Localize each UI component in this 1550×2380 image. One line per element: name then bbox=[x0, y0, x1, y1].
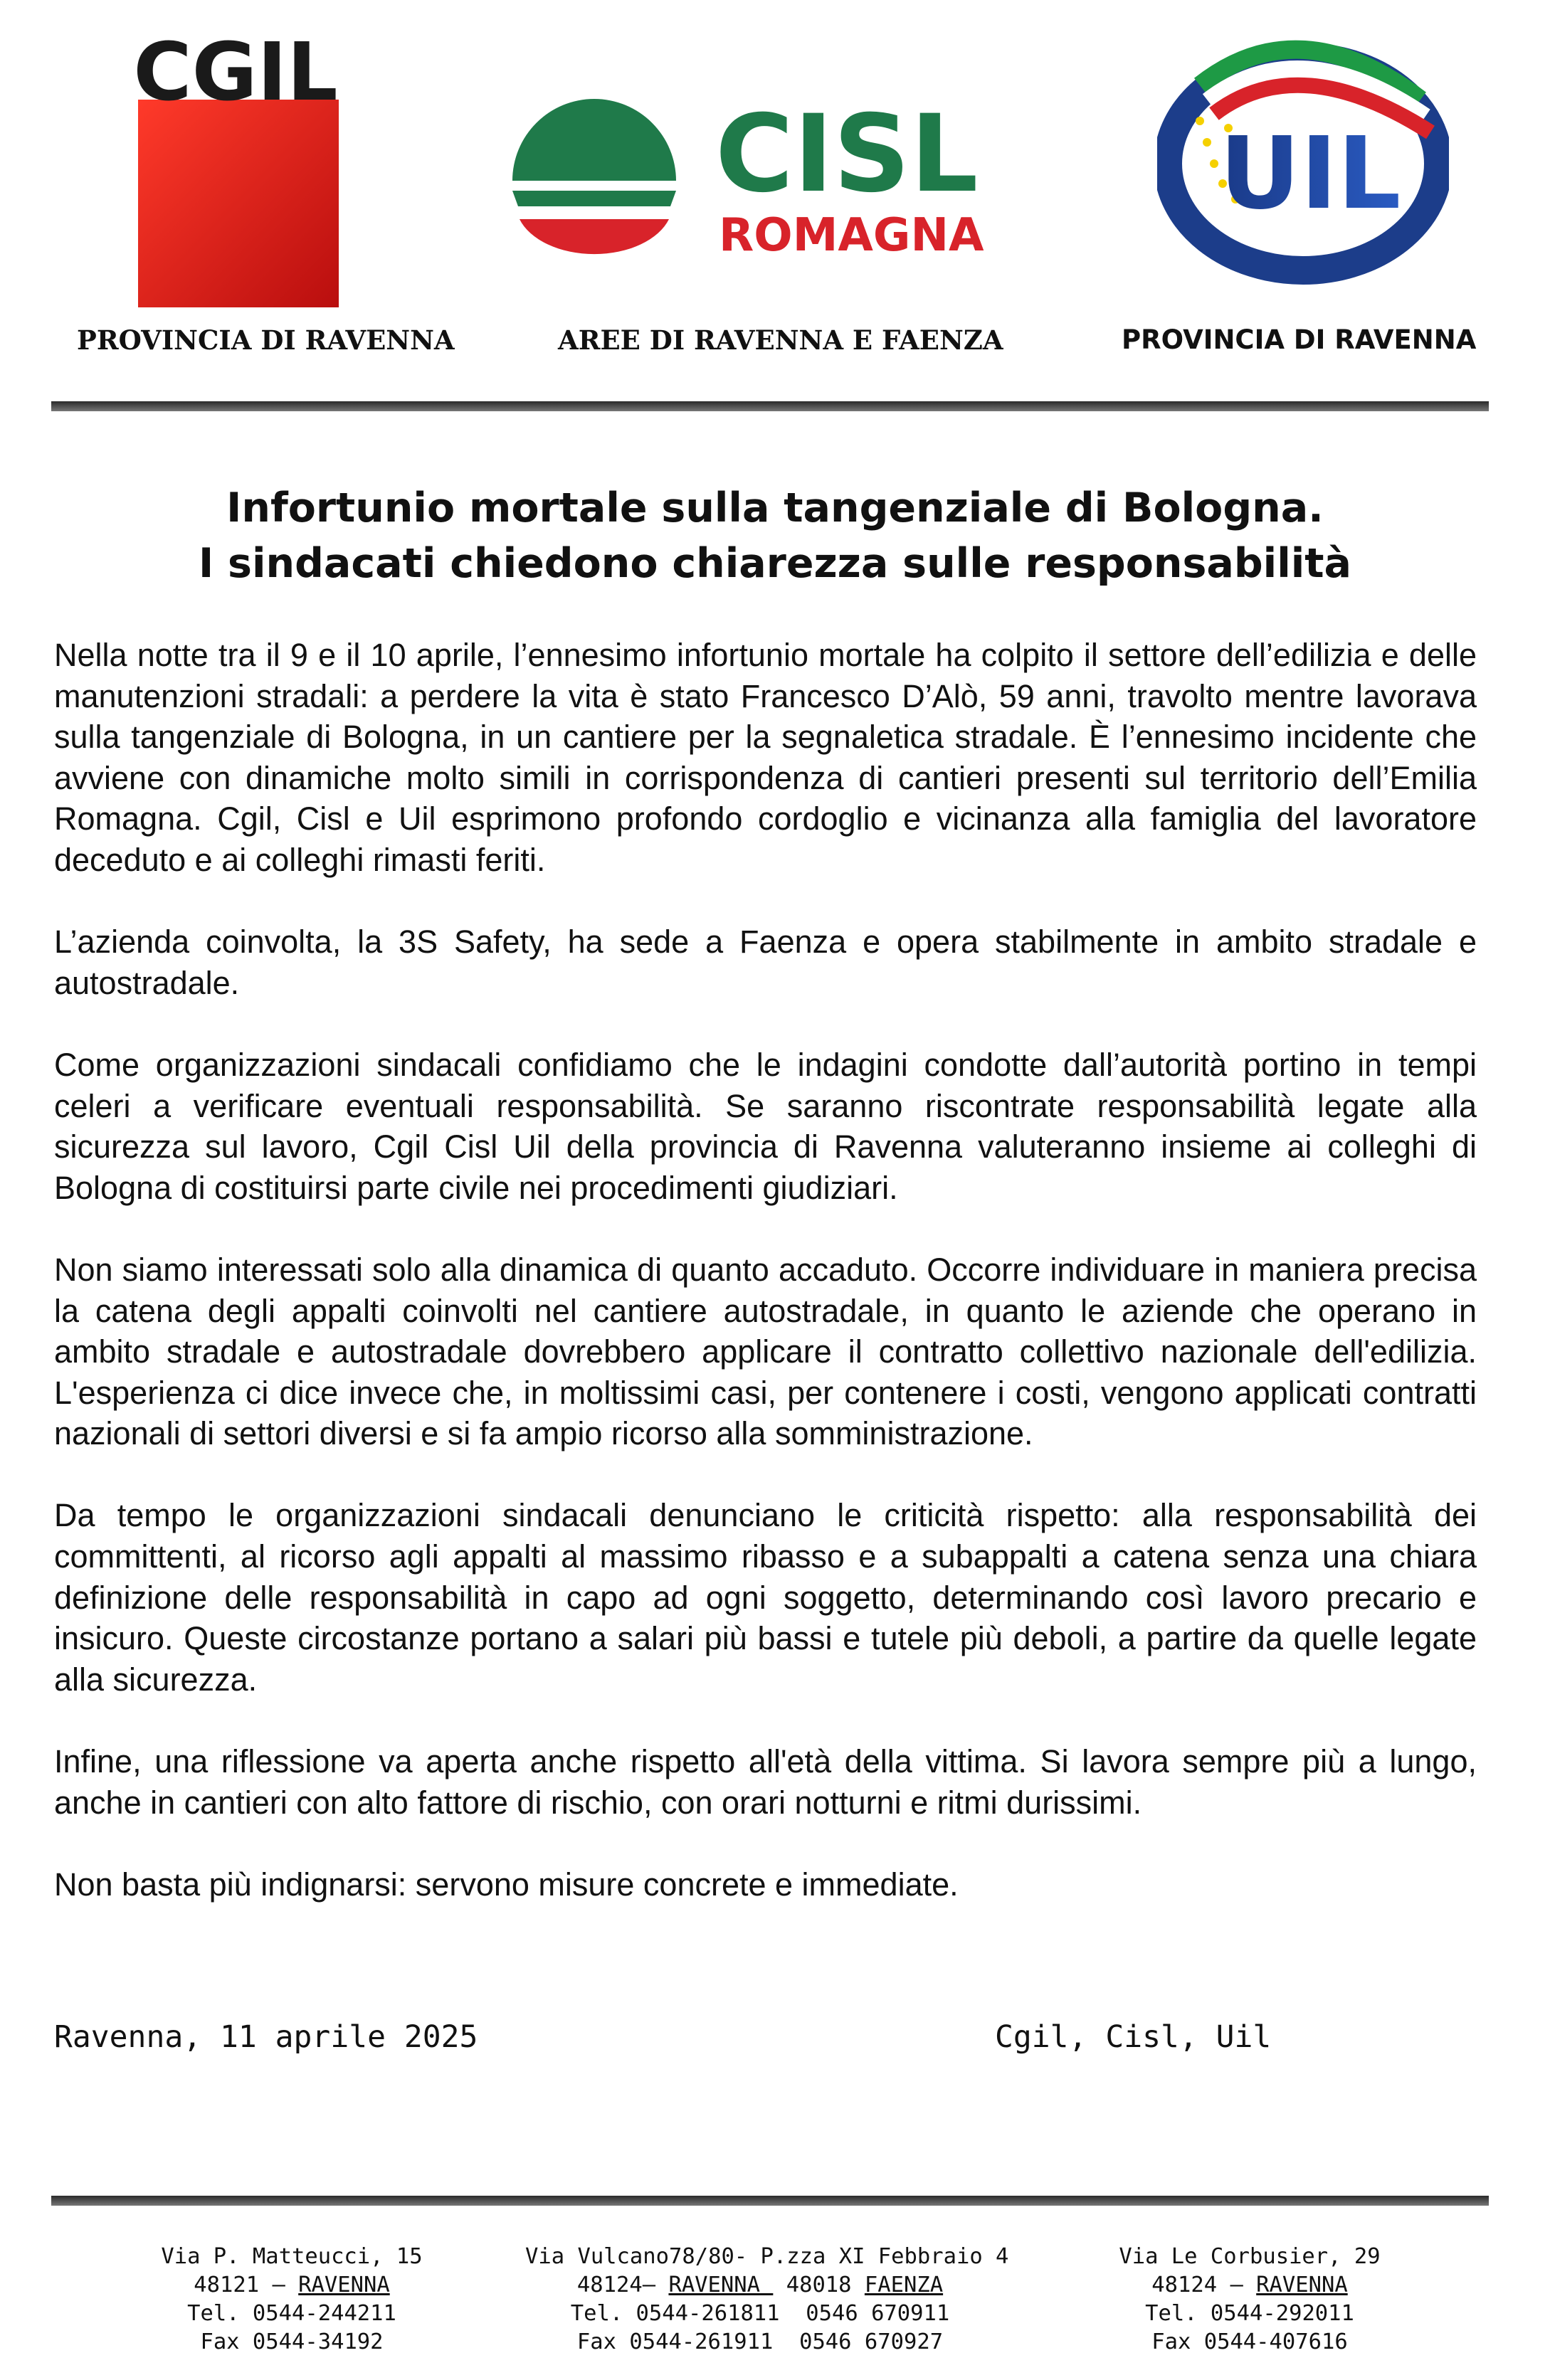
address-fax: Fax 0544-261911 0546 670927 bbox=[576, 2329, 944, 2354]
footer-divider bbox=[51, 2196, 1489, 2206]
address-tel: Tel. 0544-261811 0546 670911 bbox=[570, 2301, 950, 2326]
address-street: Via P. Matteucci, 15 bbox=[161, 2244, 423, 2269]
title-line-1: Infortunio mortale sulla tangenziale di Bologna. bbox=[226, 485, 1324, 531]
city-link: RAVENNA bbox=[668, 2273, 774, 2297]
city-link: RAVENNA bbox=[1256, 2273, 1348, 2297]
org-label-cisl: AREE DI RAVENNA E FAENZA bbox=[558, 324, 1003, 356]
signature-orgs: Cgil, Cisl, Uil bbox=[995, 2019, 1272, 2055]
signature-place-date: Ravenna, 11 aprile 2025 bbox=[54, 2019, 478, 2055]
address-city-line: 48124– RAVENNA 48018 FAENZA bbox=[576, 2273, 944, 2297]
footer-address-cgil bbox=[157, 2243, 427, 2357]
cisl-logo-text: CISL bbox=[715, 92, 979, 216]
header-divider bbox=[51, 401, 1489, 411]
cgil-logo bbox=[132, 26, 339, 310]
address-tel: Tel. 0544-244211 bbox=[187, 2301, 396, 2326]
uil-logo-text: UIL bbox=[1219, 116, 1401, 232]
cisl-logo bbox=[512, 84, 996, 262]
paragraph: L’azienda coinvolta, la 3S Safety, ha sede a Faenza e opera stabilmente in ambito stradale e autostradale. bbox=[54, 924, 1477, 1001]
org-label-uil: PROVINCIA DI RAVENNA bbox=[1122, 324, 1477, 355]
address-city-line: 48124 – RAVENNA bbox=[1151, 2273, 1348, 2297]
address-city-line: 48121 – RAVENNA bbox=[194, 2273, 390, 2297]
paragraph: Da tempo le organizzazioni sindacali denunciano le criticità rispetto: alla responsabilità dei committenti, al ricorso agli appalti al massimo ribasso e a subappalti a catena senza una chiara definizione delle responsabilità in capo ad ogni soggetto, determinando così lavoro precario e insicuro. Queste circostanze portano a salari più bassi e tutele più deboli, a partire da quelle legate alla sicurezza. bbox=[54, 1497, 1477, 1698]
title-line-2: I sindacati chiedono chiarezza sulle responsabilità bbox=[199, 540, 1351, 587]
uil-logo bbox=[1157, 21, 1449, 285]
org-label-cgil: PROVINCIA DI RAVENNA bbox=[77, 324, 455, 356]
footer-address-cisl bbox=[525, 2243, 1009, 2357]
paragraph: Nella notte tra il 9 e il 10 aprile, l’ennesimo infortunio mortale ha colpito il settore dell’edilizia e delle manutenzioni stradali: a perdere la vita è stato Francesco D’Alò, 59 anni, travolto mentre lavorava sulla tangenziale di Bologna, in un cantiere per la segnaletica stradale. È l’ennesimo incidente che avviene con dinamiche molto simili in corrispondenza di cantieri presenti sul territorio dell’Emilia Romagna. Cgil, Cisl e Uil esprimono profondo cordoglio e vicinanza alla famiglia del lavoratore deceduto e ai colleghi rimasti feriti. bbox=[54, 637, 1477, 878]
cgil-logo-text: CGIL bbox=[133, 26, 338, 119]
paragraph: Come organizzazioni sindacali confidiamo che le indagini condotte dall’autorità portino in tempi celeri a verificare eventuali responsabilità. Se saranno riscontrate responsabilità legate alla sicurezza sul lavoro, Cgil Cisl Uil della provincia di Ravenna valuteranno insieme ai colleghi di Bologna di costituirsi parte civile nei procedimenti giudiziari. bbox=[54, 1046, 1477, 1206]
city-link: FAENZA bbox=[864, 2273, 944, 2297]
address-street: Via Le Corbusier, 29 bbox=[1119, 2244, 1381, 2269]
paragraph: Infine, una riflessione va aperta anche rispetto all'età della vittima. Si lavora sempre più a lungo, anche in cantieri con alto fattore di rischio, con orari notturni e ritmi durissimi. bbox=[54, 1743, 1477, 1821]
paragraph: Non siamo interessati solo alla dinamica di quanto accaduto. Occorre individuare in maniera precisa la catena degli appalti coinvolti nel cantiere autostradale, in quanto le aziende che operano in ambito stradale e autostradale dovrebbero applicare il contratto collettivo nazionale dell'edilizia. L'esperienza ci dice invece che, in moltissimi casi, per contenere i costi, vengono applicati contratti nazionali di settori diversi e si fa ampio ricorso alla somministrazione. bbox=[54, 1251, 1477, 1452]
address-fax: Fax 0544-407616 bbox=[1151, 2329, 1348, 2354]
address-street: Via Vulcano78/80- P.zza XI Febbraio 4 bbox=[525, 2244, 1009, 2269]
footer-address-uil bbox=[1107, 2243, 1392, 2357]
address-tel: Tel. 0544-292011 bbox=[1145, 2301, 1354, 2326]
address-fax: Fax 0544-34192 bbox=[200, 2329, 384, 2354]
city-link: RAVENNA bbox=[298, 2273, 390, 2297]
document-body bbox=[54, 635, 1477, 1905]
paragraph: Non basta più indignarsi: servono misure concrete e immediate. bbox=[54, 1866, 959, 1903]
cisl-logo-subtext: ROMAGNA bbox=[719, 209, 984, 262]
